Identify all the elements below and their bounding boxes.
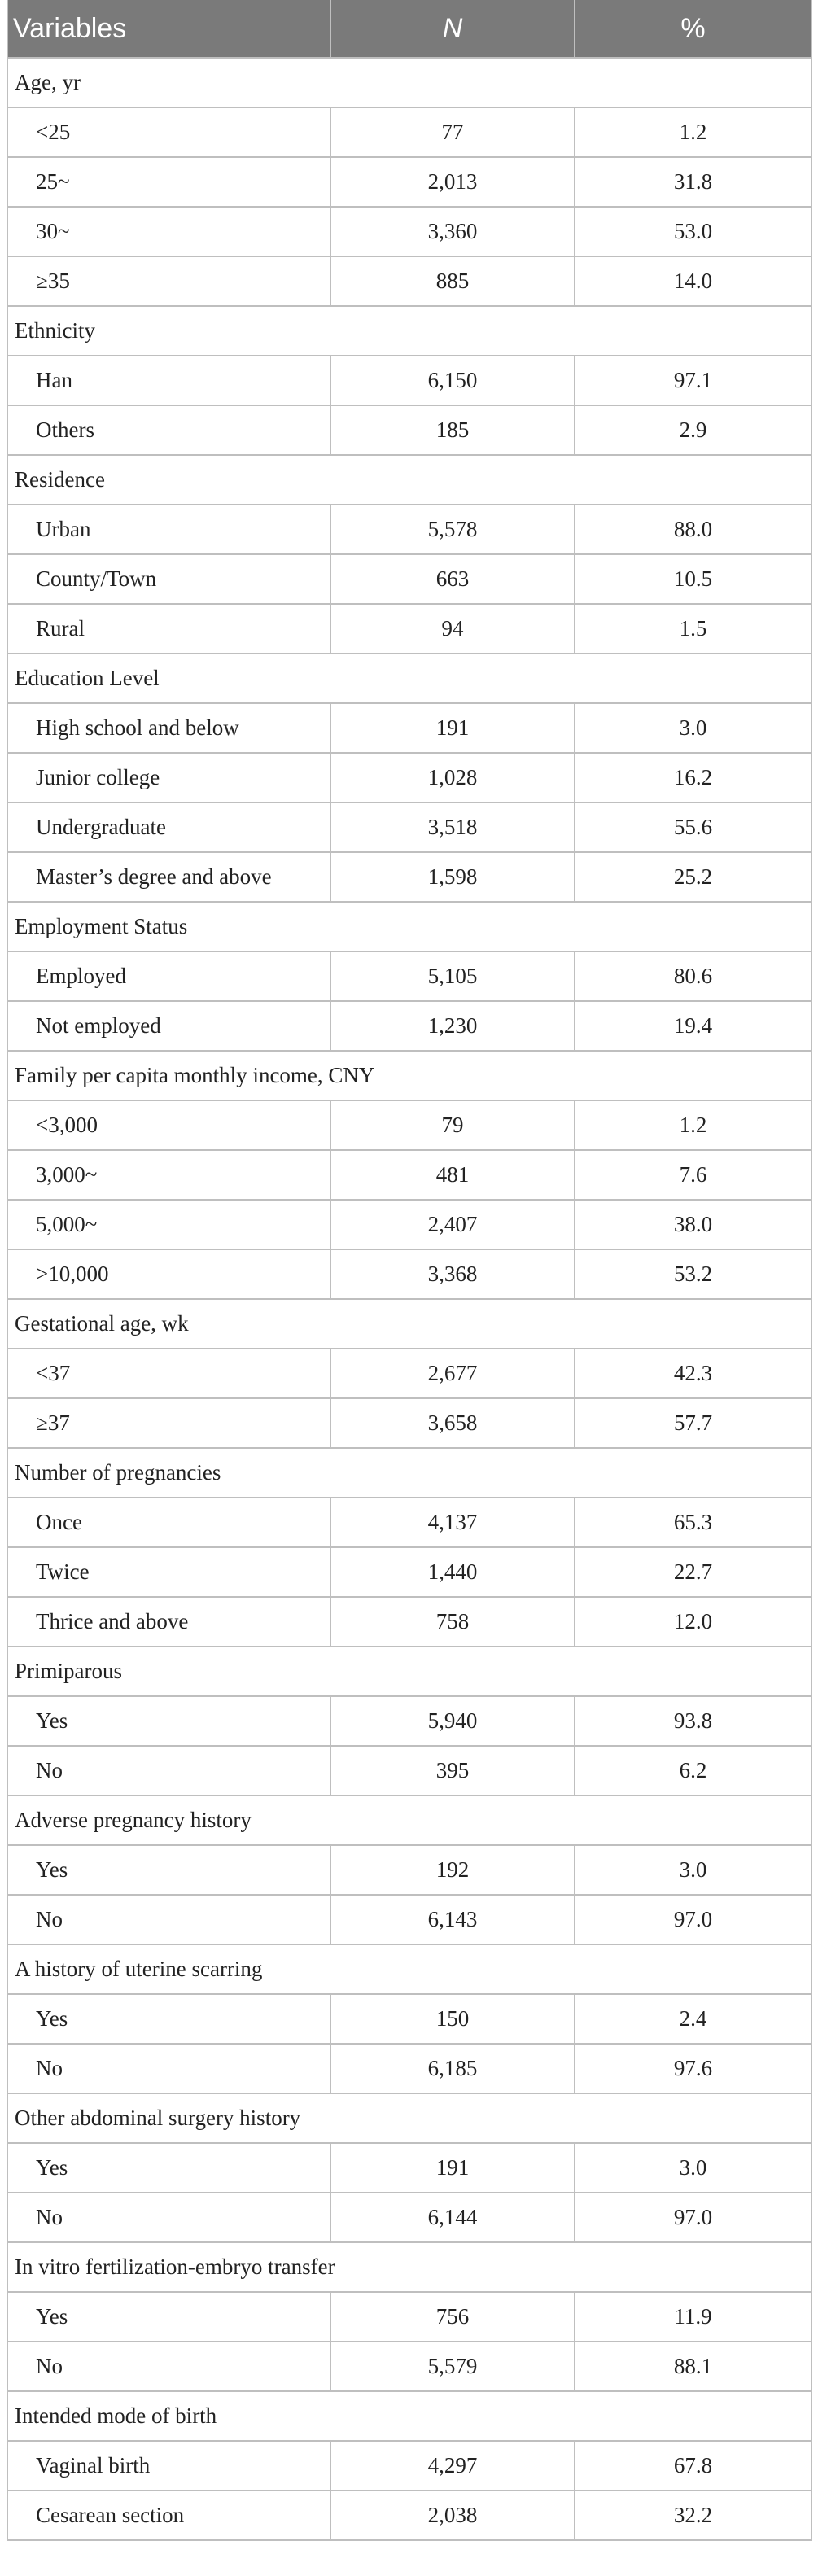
row-count: 1,028 (330, 753, 575, 803)
section-title: A history of uterine scarring (8, 1944, 811, 1994)
row-percent: 97.1 (575, 356, 811, 405)
section-header-row (8, 2093, 811, 2143)
row-percent: 88.1 (575, 2342, 811, 2391)
row-count: 3,368 (330, 1249, 575, 1299)
row-percent: 1.2 (575, 107, 811, 157)
header-n (330, 0, 575, 58)
row-count: 1,440 (330, 1547, 575, 1597)
row-count: 150 (330, 1994, 575, 2044)
section-title: Primiparous (8, 1647, 811, 1696)
row-label: Once (8, 1498, 330, 1547)
table-row (8, 2044, 811, 2093)
row-percent: 88.0 (575, 505, 811, 554)
table-row (8, 1349, 811, 1398)
section-title: Family per capita monthly income, CNY (8, 1051, 811, 1100)
table-row (8, 1498, 811, 1547)
table-row (8, 2193, 811, 2242)
row-count: 77 (330, 107, 575, 157)
row-label: Employed (8, 951, 330, 1001)
table-row (8, 703, 811, 753)
table-row (8, 2441, 811, 2491)
table-row (8, 356, 811, 405)
row-label: Urban (8, 505, 330, 554)
row-count: 79 (330, 1100, 575, 1150)
header-row (8, 0, 811, 58)
row-percent: 7.6 (575, 1150, 811, 1200)
section-header-row (8, 58, 811, 107)
header-percent: % (575, 0, 811, 58)
row-label: 25~ (8, 157, 330, 207)
row-count: 6,144 (330, 2193, 575, 2242)
row-percent: 1.2 (575, 1100, 811, 1150)
table-row (8, 1547, 811, 1597)
row-count: 5,940 (330, 1696, 575, 1746)
section-header-row (8, 1448, 811, 1498)
row-count: 5,105 (330, 951, 575, 1001)
table-row (8, 1845, 811, 1895)
row-count: 3,518 (330, 803, 575, 852)
section-title: Other abdominal surgery history (8, 2093, 811, 2143)
row-percent: 38.0 (575, 1200, 811, 1249)
table-row (8, 505, 811, 554)
table-row (8, 2491, 811, 2539)
row-percent: 55.6 (575, 803, 811, 852)
table-row (8, 2143, 811, 2193)
table-row (8, 256, 811, 306)
section-title: Gestational age, wk (8, 1299, 811, 1349)
row-percent: 80.6 (575, 951, 811, 1001)
row-count: 481 (330, 1150, 575, 1200)
row-percent: 97.6 (575, 2044, 811, 2093)
section-title: Adverse pregnancy history (8, 1795, 811, 1845)
row-percent: 32.2 (575, 2491, 811, 2539)
row-percent: 97.0 (575, 1895, 811, 1944)
row-count: 94 (330, 604, 575, 654)
table-row (8, 1696, 811, 1746)
row-label: Vaginal birth (8, 2441, 330, 2491)
row-label: >10,000 (8, 1249, 330, 1299)
row-percent: 53.2 (575, 1249, 811, 1299)
row-label: Junior college (8, 753, 330, 803)
row-label: No (8, 2193, 330, 2242)
row-label: Master’s degree and above (8, 852, 330, 902)
row-count: 2,038 (330, 2491, 575, 2539)
table-row (8, 2292, 811, 2342)
table-row (8, 951, 811, 1001)
row-label: <25 (8, 107, 330, 157)
section-title: Number of pregnancies (8, 1448, 811, 1498)
row-count: 2,407 (330, 1200, 575, 1249)
section-title: Employment Status (8, 902, 811, 951)
row-count: 5,579 (330, 2342, 575, 2391)
row-label: Twice (8, 1547, 330, 1597)
section-title: Residence (8, 455, 811, 505)
row-percent: 12.0 (575, 1597, 811, 1647)
row-percent: 97.0 (575, 2193, 811, 2242)
table-row (8, 1249, 811, 1299)
table-row (8, 157, 811, 207)
table-row (8, 1895, 811, 1944)
row-percent: 53.0 (575, 207, 811, 256)
row-count: 885 (330, 256, 575, 306)
section-header-row (8, 455, 811, 505)
table-row (8, 803, 811, 852)
table-row (8, 1100, 811, 1150)
table-body (8, 58, 811, 2539)
row-label: Not employed (8, 1001, 330, 1051)
row-count: 191 (330, 2143, 575, 2193)
row-label: Undergraduate (8, 803, 330, 852)
row-percent: 31.8 (575, 157, 811, 207)
section-header-row (8, 1647, 811, 1696)
table-row (8, 1200, 811, 1249)
table-row (8, 604, 811, 654)
row-label: Yes (8, 2292, 330, 2342)
characteristics-table (8, 0, 811, 2539)
row-percent: 22.7 (575, 1547, 811, 1597)
table-row (8, 554, 811, 604)
table-row (8, 2342, 811, 2391)
row-label: Yes (8, 1845, 330, 1895)
row-label: Han (8, 356, 330, 405)
row-count: 3,360 (330, 207, 575, 256)
table-row (8, 1150, 811, 1200)
row-label: No (8, 1746, 330, 1795)
row-percent: 3.0 (575, 703, 811, 753)
row-percent: 1.5 (575, 604, 811, 654)
row-label: Rural (8, 604, 330, 654)
row-label: High school and below (8, 703, 330, 753)
table-header (8, 0, 811, 58)
row-count: 6,150 (330, 356, 575, 405)
row-count: 756 (330, 2292, 575, 2342)
row-percent: 10.5 (575, 554, 811, 604)
row-percent: 93.8 (575, 1696, 811, 1746)
row-label: No (8, 2044, 330, 2093)
row-percent: 67.8 (575, 2441, 811, 2491)
row-label: Yes (8, 1696, 330, 1746)
row-count: 663 (330, 554, 575, 604)
row-label: Cesarean section (8, 2491, 330, 2539)
row-label: <3,000 (8, 1100, 330, 1150)
row-percent: 25.2 (575, 852, 811, 902)
row-label: 3,000~ (8, 1150, 330, 1200)
row-count: 6,143 (330, 1895, 575, 1944)
row-count: 3,658 (330, 1398, 575, 1448)
table-row (8, 1597, 811, 1647)
section-header-row (8, 2242, 811, 2292)
table-row (8, 207, 811, 256)
table-row (8, 753, 811, 803)
row-label: ≥37 (8, 1398, 330, 1448)
row-percent: 65.3 (575, 1498, 811, 1547)
row-count: 4,297 (330, 2441, 575, 2491)
table-row (8, 1746, 811, 1795)
row-count: 192 (330, 1845, 575, 1895)
table-row (8, 852, 811, 902)
row-count: 1,230 (330, 1001, 575, 1051)
table-row (8, 107, 811, 157)
section-header-row (8, 1795, 811, 1845)
section-title: Education Level (8, 654, 811, 703)
row-label: 30~ (8, 207, 330, 256)
table-row (8, 405, 811, 455)
row-label: Thrice and above (8, 1597, 330, 1647)
row-percent: 57.7 (575, 1398, 811, 1448)
row-percent: 2.4 (575, 1994, 811, 2044)
row-count: 2,677 (330, 1349, 575, 1398)
section-header-row (8, 654, 811, 703)
section-title: Intended mode of birth (8, 2391, 811, 2441)
row-count: 185 (330, 405, 575, 455)
row-count: 5,578 (330, 505, 575, 554)
row-percent: 42.3 (575, 1349, 811, 1398)
section-title: Ethnicity (8, 306, 811, 356)
section-header-row (8, 1944, 811, 1994)
section-header-row (8, 1051, 811, 1100)
row-label: No (8, 2342, 330, 2391)
section-header-row (8, 2391, 811, 2441)
table-row (8, 1994, 811, 2044)
row-percent: 19.4 (575, 1001, 811, 1051)
row-label: 5,000~ (8, 1200, 330, 1249)
row-label: County/Town (8, 554, 330, 604)
row-percent: 14.0 (575, 256, 811, 306)
section-header-row (8, 902, 811, 951)
header-n-label: N (442, 12, 463, 44)
row-count: 395 (330, 1746, 575, 1795)
section-title: Age, yr (8, 58, 811, 107)
row-count: 4,137 (330, 1498, 575, 1547)
row-percent: 3.0 (575, 1845, 811, 1895)
row-percent: 3.0 (575, 2143, 811, 2193)
row-count: 1,598 (330, 852, 575, 902)
section-header-row (8, 306, 811, 356)
section-title: In vitro fertilization-embryo transfer (8, 2242, 811, 2292)
characteristics-table-container (7, 0, 812, 2541)
row-count: 6,185 (330, 2044, 575, 2093)
row-count: 191 (330, 703, 575, 753)
row-label: <37 (8, 1349, 330, 1398)
row-percent: 16.2 (575, 753, 811, 803)
row-label: Others (8, 405, 330, 455)
row-count: 2,013 (330, 157, 575, 207)
table-row (8, 1398, 811, 1448)
section-header-row (8, 1299, 811, 1349)
row-label: Yes (8, 2143, 330, 2193)
row-label: Yes (8, 1994, 330, 2044)
row-count: 758 (330, 1597, 575, 1647)
header-variables: Variables (8, 0, 330, 58)
row-percent: 2.9 (575, 405, 811, 455)
row-percent: 6.2 (575, 1746, 811, 1795)
row-label: ≥35 (8, 256, 330, 306)
table-row (8, 1001, 811, 1051)
row-percent: 11.9 (575, 2292, 811, 2342)
row-label: No (8, 1895, 330, 1944)
